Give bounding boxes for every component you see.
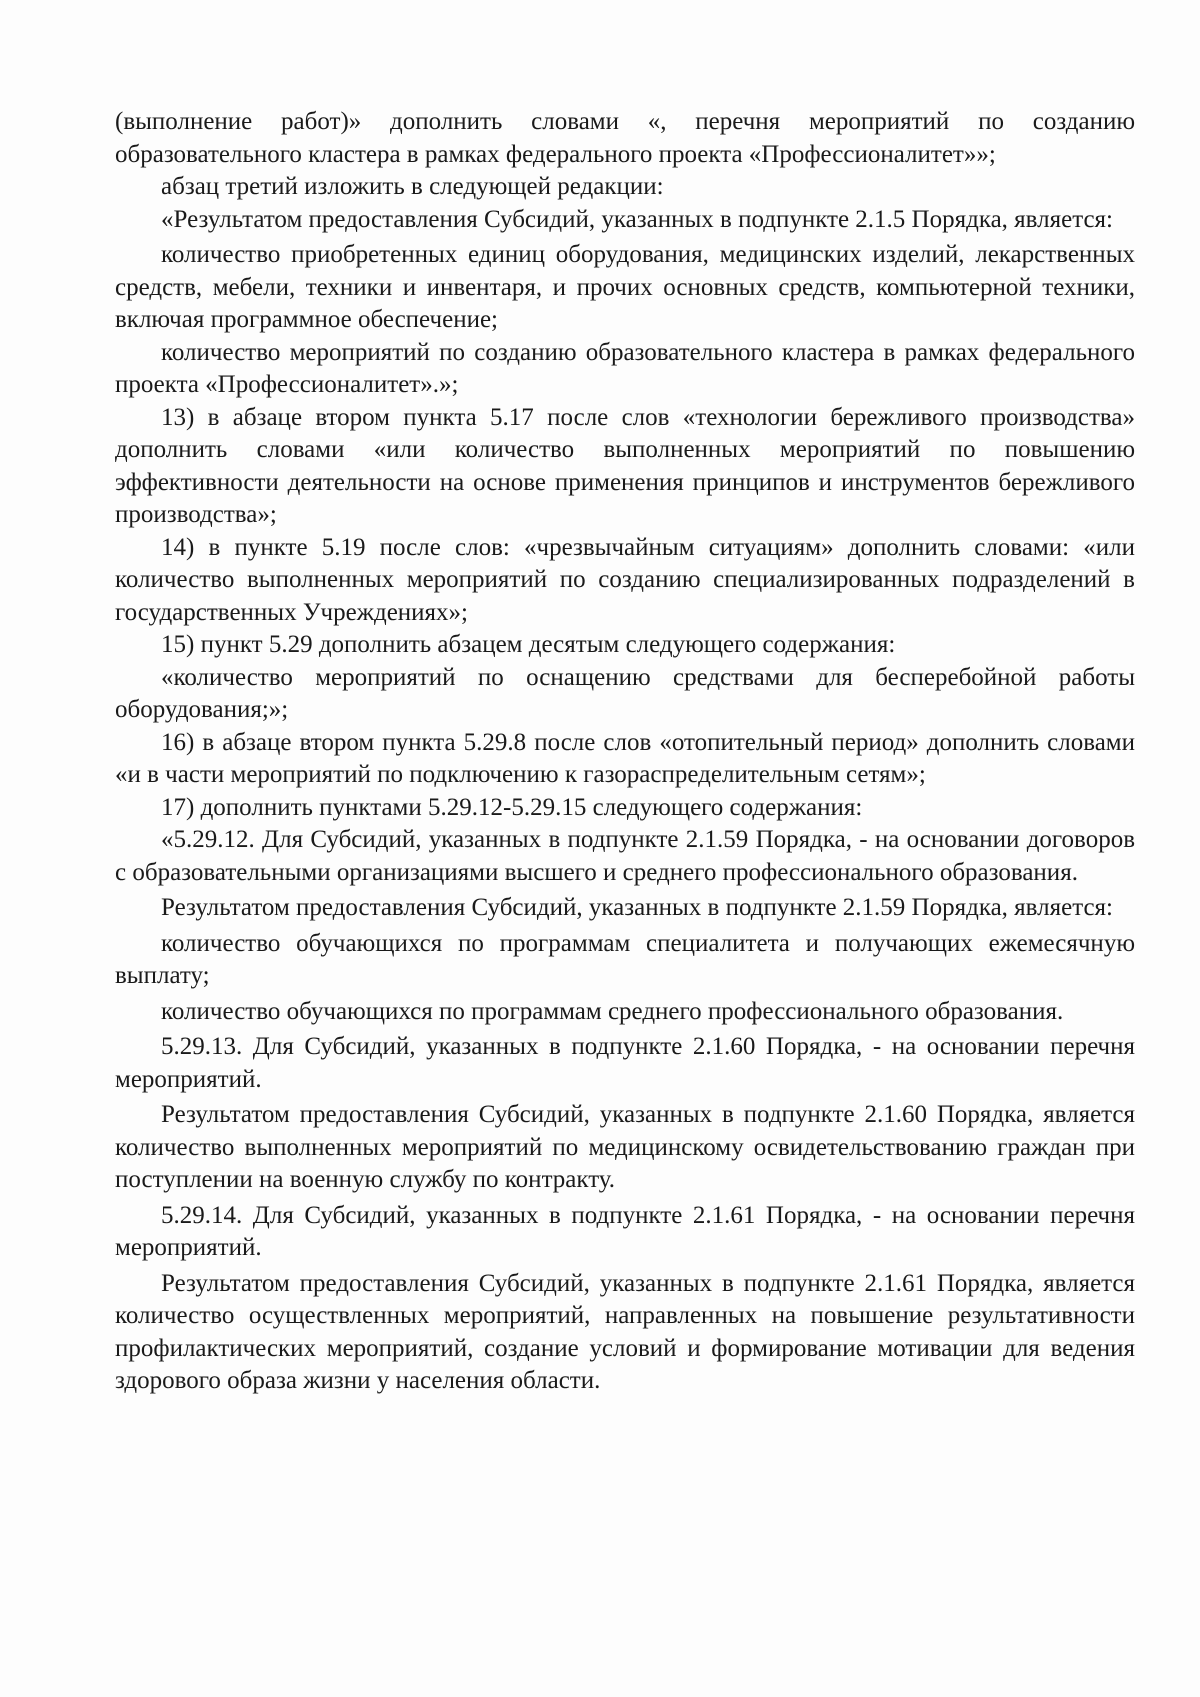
paragraph: 5.29.14. Для Субсидий, указанных в подпункте 2.1.61 Порядка, - на основании перечня мероприятий. xyxy=(115,1201,1135,1261)
paragraph: «количество мероприятий по оснащению средствами для бесперебойной работы оборудования;»; xyxy=(115,663,1135,723)
paragraph: (выполнение работ)» дополнить словами «, перечня мероприятий по созданию образовательного кластера в рамках федерального проекта «Профессионалитет»»; xyxy=(115,108,1135,168)
paragraph: количество обучающихся по программам среднего профессионального образования. xyxy=(161,997,1064,1025)
document-body xyxy=(115,106,1135,1398)
paragraph: Результатом предоставления Субсидий, указанных в подпункте 2.1.61 Порядка, является количество осуществленных мероприятий, направленных на повышение результативности профилактических мероприятий, создание условий и формирование мотивации для ведения здорового образа жизни у населения области. xyxy=(115,1269,1135,1394)
paragraph: Результатом предоставления Субсидий, указанных в подпункте 2.1.59 Порядка, является: xyxy=(161,894,1114,921)
paragraph: «5.29.12. Для Субсидий, указанных в подпункте 2.1.59 Порядка, - на основании договоров с образовательными организациями высшего и среднего профессионального образования. xyxy=(115,826,1135,886)
paragraph: «Результатом предоставления Субсидий, указанных в подпункте 2.1.5 Порядка, является: xyxy=(161,205,1114,233)
paragraph: количество мероприятий по созданию образовательного кластера в рамках федерального проекта «Профессионалитет».»; xyxy=(115,338,1135,398)
paragraph: Результатом предоставления Субсидий, указанных в подпункте 2.1.60 Порядка, является количество выполненных мероприятий по медицинскому освидетельствованию граждан при поступлении на военную службу по контракту. xyxy=(115,1101,1135,1193)
paragraph: абзац третий изложить в следующей редакции: xyxy=(161,173,664,200)
paragraph: количество приобретенных единиц оборудования, медицинских изделий, лекарственных средств, мебели, техники и инвентаря, и прочих основных средств, компьютерной техники, включая программное обеспечение; xyxy=(115,241,1135,333)
paragraph: 14) в пункте 5.19 после слов: «чрезвычайным ситуациям» дополнить словами: «или количество выполненных мероприятий по созданию специализированных подразделений в государственных Учреждениях»; xyxy=(115,533,1135,626)
paragraph: 16) в абзаце втором пункта 5.29.8 после слов «отопительный период» дополнить словами «и в части мероприятий по подключению к газораспределительным сетям»; xyxy=(115,728,1135,788)
paragraph: 15) пункт 5.29 дополнить абзацем десятым следующего содержания: xyxy=(161,631,896,658)
paragraph: 17) дополнить пунктами 5.29.12-5.29.15 следующего содержания: xyxy=(161,793,863,821)
paragraph: количество обучающихся по программам специалитета и получающих ежемесячную выплату; xyxy=(115,929,1135,989)
paragraph: 13) в абзаце втором пункта 5.17 после слов «технологии бережливого производства» дополнить словами «или количество выполненных мероприятий по повышению эффективности деятельности на основе применения принципов и инструментов бережливого производства»; xyxy=(115,403,1135,528)
paragraph: 5.29.13. Для Субсидий, указанных в подпункте 2.1.60 Порядка, - на основании перечня мероприятий. xyxy=(115,1033,1135,1093)
